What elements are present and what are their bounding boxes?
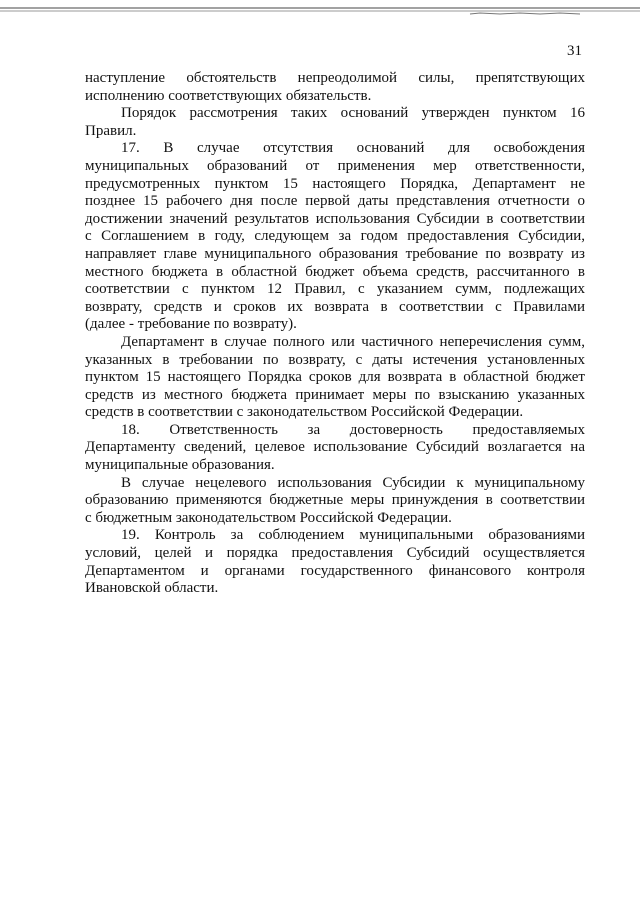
paragraph — [85, 334, 585, 422]
scan-edge-artifact — [0, 6, 640, 16]
text-line: возврату, средств и сроков их возврата в соответствии с Правилами — [85, 298, 585, 315]
text-line: соответствии с пунктом 12 Правил, с указанием сумм, подлежащих — [85, 281, 585, 298]
text-line: позднее 15 рабочего дня после первой даты представления отчетности о — [85, 193, 585, 210]
text-line: средств из местного бюджета принимает меры по взысканию указанных — [85, 386, 585, 403]
text-line: 18. Ответственность за достоверность предоставляемых — [121, 421, 585, 438]
paragraph — [85, 70, 585, 105]
text-line: условий, целей и порядка предоставления Субсидий осуществляется — [85, 545, 585, 562]
text-line: исполнению соответствующих обязательств. — [85, 87, 372, 104]
paragraph — [85, 105, 585, 140]
text-line: Департамент в случае полного или частичного неперечисления сумм, — [121, 333, 585, 350]
text-line: муниципальные образования. — [85, 457, 275, 474]
text-line: средств в соответствии с законодательством Российской Федерации. — [85, 404, 524, 421]
text-line: образованию применяются бюджетные меры принуждения в соответствии — [85, 492, 585, 509]
document-body — [85, 70, 585, 598]
paragraph — [85, 475, 585, 528]
text-line: достижении значений результатов использования Субсидии в соответствии — [85, 210, 585, 227]
text-line: указанных в требовании по возврату, с даты истечения установленных — [85, 351, 585, 368]
text-line: Правил. — [85, 122, 137, 139]
text-line: пунктом 15 настоящего Порядка сроков для возврата в областной бюджет — [85, 369, 585, 386]
text-line: местного бюджета в областной бюджет объема средств, рассчитанного в — [85, 263, 585, 280]
paragraph — [85, 422, 585, 475]
text-line: с Соглашением в году, следующем за годом предоставления Субсидии, — [85, 228, 585, 245]
paragraph — [85, 527, 585, 597]
text-line: (далее - требование по возврату). — [85, 316, 297, 333]
text-line: В случае нецелевого использования Субсидии к муниципальному — [121, 474, 585, 491]
text-line: наступление обстоятельств непреодолимой силы, препятствующих — [85, 70, 585, 86]
text-line: с бюджетным законодательством Российской Федерации. — [85, 509, 452, 526]
text-line: 19. Контроль за соблюдением муниципальными образованиями — [121, 527, 585, 544]
text-line: Ивановской области. — [85, 580, 219, 597]
text-line: предусмотренных пунктом 15 настоящего Порядка, Департамент не — [85, 175, 585, 192]
page-number: 31 — [567, 43, 582, 59]
text-line: направляет главе муниципального образования требование по возврату из — [85, 245, 585, 262]
paragraph — [85, 140, 585, 334]
text-line: Департаментом и органами государственного финансового контроля — [85, 562, 585, 579]
text-line: Порядок рассмотрения таких оснований утвержден пунктом 16 — [121, 105, 585, 122]
text-line: Департаменту сведений, целевое использование Субсидий возлагается на — [85, 439, 585, 456]
text-line: муниципальных образований от применения мер ответственности, — [85, 157, 585, 174]
text-line: 17. В случае отсутствия оснований для освобождения — [121, 140, 585, 157]
